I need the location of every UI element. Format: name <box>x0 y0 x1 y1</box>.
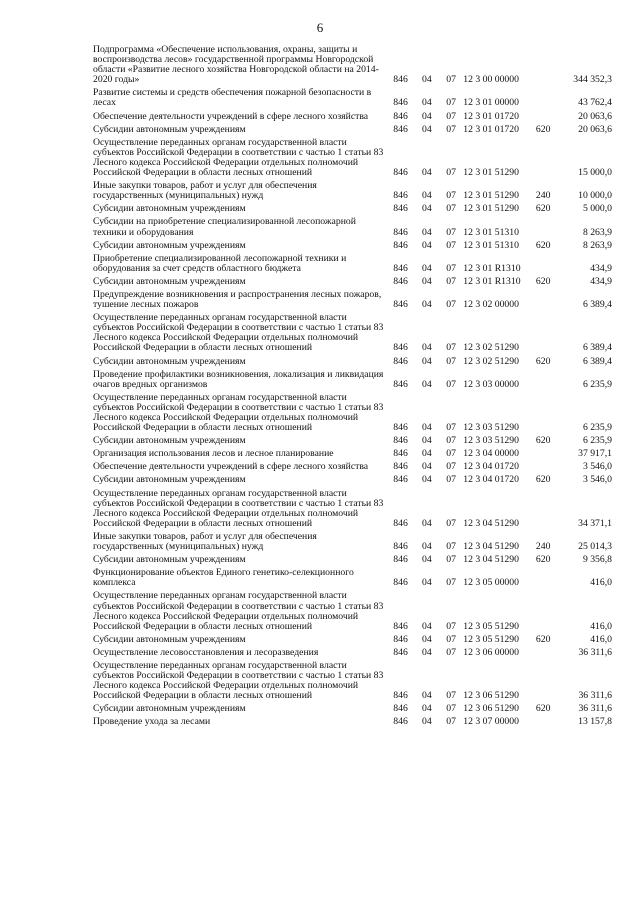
table-row <box>93 310 612 353</box>
row-name: Субсидии автономным учреждениям <box>93 435 246 447</box>
row-name: Субсидии автономным учреждениям <box>93 123 246 135</box>
row-expense-type <box>532 486 554 529</box>
row-name: Осуществление переданных органам государственной власти субъектов Российской Федерации в соответствии с частью 1 статьи 83 Лесного кодекса Российской Федерации отдельных полномочий Российской Федерации в области лесных отношений <box>93 487 384 529</box>
row-razdel: 04 <box>421 646 432 658</box>
row-expense-type <box>532 645 554 658</box>
table-row <box>93 214 612 237</box>
row-expense-type <box>532 214 554 237</box>
row-amount: 20 063,6 <box>578 110 612 122</box>
row-target-article: 12 3 02 51290 <box>463 342 519 354</box>
row-target-article: 12 3 04 51290 <box>463 541 519 553</box>
row-target-article: 12 3 03 51290 <box>463 435 519 447</box>
row-target-article: 12 3 01 R1310 <box>463 275 521 287</box>
page-number: 6 <box>316 20 324 35</box>
row-expense-type <box>532 85 554 108</box>
row-razdel: 04 <box>421 716 432 728</box>
row-glava: 846 <box>393 461 408 473</box>
row-name: Развитие системы и средств обеспечения пожарной безопасности в лесах <box>93 87 372 109</box>
row-podrazdel: 07 <box>446 342 456 354</box>
row-razdel: 04 <box>421 577 432 589</box>
table-row <box>93 658 612 701</box>
row-name: Предупреждение возникновения и распространения лесных пожаров, тушение лесных пожаров <box>93 288 382 311</box>
row-razdel: 04 <box>421 190 432 202</box>
row-amount: 3 546,0 <box>582 461 612 473</box>
row-razdel: 04 <box>421 541 432 553</box>
row-name: Проведение профилактики возникновения, локализация и ликвидация очагов вредных организмов <box>93 368 384 390</box>
row-razdel: 04 <box>421 448 432 460</box>
table-row <box>93 122 612 135</box>
row-target-article: 12 3 01 R1310 <box>463 262 521 274</box>
row-glava: 846 <box>393 577 408 589</box>
row-glava: 846 <box>393 633 408 645</box>
row-podrazdel: 07 <box>446 703 456 715</box>
row-expense-type: 240 <box>535 190 551 202</box>
row-razdel: 04 <box>421 690 432 702</box>
row-name: Субсидии автономным учреждениям <box>93 275 246 287</box>
row-expense-type <box>532 367 554 390</box>
row-amount: 6 235,9 <box>582 378 612 390</box>
row-target-article: 12 3 03 51290 <box>463 422 519 434</box>
row-glava: 846 <box>393 422 408 434</box>
row-expense-type <box>532 459 554 472</box>
row-podrazdel: 07 <box>446 299 456 311</box>
table-row <box>93 238 612 251</box>
row-podrazdel: 07 <box>446 448 456 460</box>
row-name: Субсидии автономным учреждениям <box>93 633 246 645</box>
row-podrazdel: 07 <box>446 620 456 632</box>
row-glava: 846 <box>393 74 408 86</box>
table-row <box>93 446 612 459</box>
row-glava: 846 <box>393 554 408 566</box>
row-target-article: 12 3 04 01720 <box>463 461 519 473</box>
row-podrazdel: 07 <box>446 262 456 274</box>
table-row <box>93 486 612 529</box>
row-razdel: 04 <box>421 74 432 86</box>
row-expense-type: 620 <box>535 554 551 566</box>
table-row <box>93 433 612 446</box>
row-razdel: 04 <box>421 342 432 354</box>
row-amount: 13 157,8 <box>578 716 612 728</box>
row-glava: 846 <box>393 239 408 251</box>
row-glava: 846 <box>393 646 408 658</box>
row-name: Осуществление переданных органам государственной власти субъектов Российской Федерации в соответствии с частью 1 статьи 83 Лесного кодекса Российской Федерации отдельных полномочий Российской Федерации в области лесных отношений <box>93 136 384 179</box>
row-target-article: 12 3 02 00000 <box>463 299 519 311</box>
row-expense-type <box>532 588 554 631</box>
row-podrazdel: 07 <box>446 517 456 529</box>
row-name: Обеспечение деятельности учреждений в сфере лесного хозяйства <box>93 110 369 122</box>
budget-table <box>93 42 612 728</box>
row-glava: 846 <box>393 97 408 109</box>
row-expense-type <box>532 287 554 310</box>
row-name: Субсидии автономным учреждениям <box>93 355 246 367</box>
row-name: Функционирование объектов Единого генетико-селекционного комплекса <box>93 567 354 589</box>
row-podrazdel: 07 <box>446 110 456 122</box>
row-glava: 846 <box>393 167 408 179</box>
table-row <box>93 645 612 658</box>
table-row <box>93 552 612 565</box>
row-expense-type: 620 <box>535 239 551 251</box>
row-glava: 846 <box>393 716 408 728</box>
row-name: Осуществление лесовосстановления и лесоразведения <box>93 646 319 658</box>
row-razdel: 04 <box>421 239 432 251</box>
row-amount: 43 762,4 <box>578 97 612 109</box>
row-target-article: 12 3 01 51290 <box>463 190 519 202</box>
row-expense-type: 620 <box>535 355 551 367</box>
row-amount: 25 014,3 <box>578 541 612 553</box>
row-target-article: 12 3 07 00000 <box>463 716 519 728</box>
row-target-article: 12 3 01 01720 <box>463 110 519 122</box>
row-target-article: 12 3 01 01720 <box>463 123 519 135</box>
row-razdel: 04 <box>421 97 432 109</box>
row-name: Субсидии автономным учреждениям <box>93 239 246 251</box>
table-row <box>93 109 612 122</box>
table-row <box>93 529 612 552</box>
row-name: Субсидии автономным учреждениям <box>93 474 246 486</box>
row-expense-type <box>532 42 554 85</box>
row-razdel: 04 <box>421 474 432 486</box>
row-glava: 846 <box>393 226 408 238</box>
table-row <box>93 354 612 367</box>
row-amount: 6 389,4 <box>582 355 612 367</box>
row-amount: 20 063,6 <box>578 123 612 135</box>
row-expense-type <box>532 109 554 122</box>
row-name: Субсидии автономным учреждениям <box>93 703 246 715</box>
row-razdel: 04 <box>421 703 432 715</box>
row-target-article: 12 3 05 51290 <box>463 620 519 632</box>
row-expense-type <box>532 565 554 588</box>
row-expense-type: 620 <box>535 474 551 486</box>
row-name: Осуществление переданных органам государственной власти субъектов Российской Федерации в соответствии с частью 1 статьи 83 Лесного кодекса Российской Федерации отдельных полномочий Российской Федерации в области лесных отношений <box>93 312 384 354</box>
row-expense-type: 620 <box>535 435 551 447</box>
row-glava: 846 <box>393 474 408 486</box>
row-amount: 6 389,4 <box>582 342 612 354</box>
row-razdel: 04 <box>421 633 432 645</box>
row-glava: 846 <box>393 435 408 447</box>
table-row <box>93 701 612 714</box>
row-amount: 8 263,9 <box>582 226 612 238</box>
row-name: Проведение ухода за лесами <box>93 716 211 728</box>
row-razdel: 04 <box>421 110 432 122</box>
row-glava: 846 <box>393 620 408 632</box>
row-podrazdel: 07 <box>446 74 456 86</box>
row-glava: 846 <box>393 190 408 202</box>
row-target-article: 12 3 06 51290 <box>463 690 519 702</box>
row-podrazdel: 07 <box>446 474 456 486</box>
row-razdel: 04 <box>421 435 432 447</box>
row-podrazdel: 07 <box>446 646 456 658</box>
row-podrazdel: 07 <box>446 378 456 390</box>
row-razdel: 04 <box>421 422 432 434</box>
row-razdel: 04 <box>421 167 432 179</box>
row-razdel: 04 <box>421 554 432 566</box>
row-amount: 10 000,0 <box>578 190 612 202</box>
row-target-article: 12 3 05 51290 <box>463 633 519 645</box>
row-glava: 846 <box>393 541 408 553</box>
row-podrazdel: 07 <box>446 203 456 215</box>
row-glava: 846 <box>393 299 408 311</box>
row-podrazdel: 07 <box>446 355 456 367</box>
row-name: Субсидии на приобретение специализированной лесопожарной техники и оборудования <box>93 216 356 238</box>
row-podrazdel: 07 <box>446 167 456 179</box>
row-amount: 434,9 <box>590 275 612 287</box>
row-target-article: 12 3 00 00000 <box>463 74 519 86</box>
row-target-article: 12 3 03 00000 <box>463 378 519 390</box>
table-row <box>93 274 612 287</box>
row-razdel: 04 <box>421 299 432 311</box>
row-name: Подпрограмма «Обеспечение использования, охраны, защиты и воспроизводства лесов» государственной программы Новгородской области «Развитие лесного хозяйства Новгородской области на 2014-2020 годы» <box>93 44 379 86</box>
row-razdel: 04 <box>421 355 432 367</box>
row-amount: 434,9 <box>590 262 612 274</box>
row-expense-type: 620 <box>535 275 551 287</box>
row-amount: 6 235,9 <box>582 422 612 434</box>
table-row <box>93 42 612 85</box>
row-podrazdel: 07 <box>446 190 456 202</box>
table-row <box>93 85 612 108</box>
row-target-article: 12 3 02 51290 <box>463 355 519 367</box>
row-name: Осуществление переданных органам государственной власти субъектов Российской Федерации в соответствии с частью 1 статьи 83 Лесного кодекса Российской Федерации отдельных полномочий Российской Федерации в области лесных отношений <box>93 659 384 702</box>
row-amount: 34 371,1 <box>578 517 612 529</box>
row-podrazdel: 07 <box>446 461 456 473</box>
row-razdel: 04 <box>421 378 432 390</box>
row-razdel: 04 <box>421 123 432 135</box>
row-glava: 846 <box>393 342 408 354</box>
row-target-article: 12 3 04 51290 <box>463 517 519 529</box>
row-expense-type <box>532 310 554 353</box>
table-row <box>93 390 612 433</box>
table-row <box>93 588 612 631</box>
row-podrazdel: 07 <box>446 690 456 702</box>
row-expense-type: 620 <box>535 703 551 715</box>
row-glava: 846 <box>393 123 408 135</box>
row-expense-type: 620 <box>535 633 551 645</box>
row-name: Организация использования лесов и лесное планирование <box>93 448 334 460</box>
row-razdel: 04 <box>421 461 432 473</box>
row-name: Иные закупки товаров, работ и услуг для обеспечения государственных (муниципальных) нужд <box>93 530 317 553</box>
row-target-article: 12 3 01 51290 <box>463 167 519 179</box>
row-glava: 846 <box>393 110 408 122</box>
row-podrazdel: 07 <box>446 435 456 447</box>
row-target-article: 12 3 04 51290 <box>463 554 519 566</box>
table-row <box>93 201 612 214</box>
row-glava: 846 <box>393 690 408 702</box>
row-name: Осуществление переданных органам государственной власти субъектов Российской Федерации в соответствии с частью 1 статьи 83 Лесного кодекса Российской Федерации отдельных полномочий Российской Федерации в области лесных отношений <box>93 391 384 434</box>
row-target-article: 12 3 06 00000 <box>463 646 519 658</box>
row-amount: 6 389,4 <box>582 299 612 311</box>
budget-table-body <box>93 42 612 728</box>
row-podrazdel: 07 <box>446 716 456 728</box>
row-glava: 846 <box>393 378 408 390</box>
row-razdel: 04 <box>421 262 432 274</box>
row-expense-type <box>532 658 554 701</box>
row-amount: 37 917,1 <box>578 448 612 460</box>
row-target-article: 12 3 01 51310 <box>463 239 519 251</box>
row-podrazdel: 07 <box>446 239 456 251</box>
row-amount: 5 000,0 <box>582 203 612 215</box>
row-amount: 15 000,0 <box>578 167 612 179</box>
row-razdel: 04 <box>421 203 432 215</box>
row-podrazdel: 07 <box>446 577 456 589</box>
row-razdel: 04 <box>421 275 432 287</box>
row-target-article: 12 3 04 00000 <box>463 448 519 460</box>
row-podrazdel: 07 <box>446 422 456 434</box>
table-row <box>93 287 612 310</box>
row-name: Обеспечение деятельности учреждений в сфере лесного хозяйства <box>93 461 369 473</box>
row-amount: 416,0 <box>590 633 612 645</box>
row-podrazdel: 07 <box>446 97 456 109</box>
table-row <box>93 714 612 727</box>
row-razdel: 04 <box>421 226 432 238</box>
row-name: Приобретение специализированной лесопожарной техники и оборудования за счет средств областного бюджета <box>93 252 347 274</box>
table-row <box>93 565 612 588</box>
row-glava: 846 <box>393 203 408 215</box>
row-name: Иные закупки товаров, работ и услуг для обеспечения государственных (муниципальных) нужд <box>93 180 317 202</box>
row-glava: 846 <box>393 355 408 367</box>
row-razdel: 04 <box>421 620 432 632</box>
row-glava: 846 <box>393 517 408 529</box>
row-glava: 846 <box>393 275 408 287</box>
row-glava: 846 <box>393 703 408 715</box>
row-amount: 9 356,8 <box>582 554 612 566</box>
row-target-article: 12 3 05 00000 <box>463 577 519 589</box>
row-expense-type <box>532 251 554 274</box>
table-row <box>93 178 612 201</box>
row-target-article: 12 3 01 51310 <box>463 226 519 238</box>
row-target-article: 12 3 01 51290 <box>463 203 519 215</box>
row-amount: 36 311,6 <box>578 690 612 702</box>
row-glava: 846 <box>393 448 408 460</box>
row-podrazdel: 07 <box>446 226 456 238</box>
row-podrazdel: 07 <box>446 123 456 135</box>
row-target-article: 12 3 04 01720 <box>463 474 519 486</box>
row-amount: 8 263,9 <box>582 239 612 251</box>
row-amount: 344 352,3 <box>573 74 612 86</box>
row-amount: 416,0 <box>590 620 612 632</box>
row-name: Осуществление переданных органам государственной власти субъектов Российской Федерации в соответствии с частью 1 статьи 83 Лесного кодекса Российской Федерации отдельных полномочий Российской Федерации в области лесных отношений <box>93 590 384 632</box>
row-amount: 36 311,6 <box>578 646 612 658</box>
table-row <box>93 472 612 485</box>
table-row <box>93 632 612 645</box>
row-name: Субсидии автономным учреждениям <box>93 203 246 215</box>
row-expense-type <box>532 714 554 727</box>
table-row <box>93 135 612 178</box>
row-name: Субсидии автономным учреждениям <box>93 554 246 566</box>
table-row <box>93 251 612 274</box>
row-expense-type: 620 <box>535 123 551 135</box>
row-expense-type <box>532 390 554 433</box>
table-row <box>93 367 612 390</box>
row-expense-type <box>532 446 554 459</box>
row-podrazdel: 07 <box>446 275 456 287</box>
row-expense-type: 620 <box>535 203 551 215</box>
table-row <box>93 459 612 472</box>
row-podrazdel: 07 <box>446 541 456 553</box>
row-amount: 3 546,0 <box>582 474 612 486</box>
row-podrazdel: 07 <box>446 633 456 645</box>
row-amount: 416,0 <box>590 577 612 589</box>
row-amount: 6 235,9 <box>582 435 612 447</box>
row-expense-type <box>532 135 554 178</box>
row-amount: 36 311,6 <box>578 703 612 715</box>
row-target-article: 12 3 06 51290 <box>463 703 519 715</box>
row-glava: 846 <box>393 262 408 274</box>
row-target-article: 12 3 01 00000 <box>463 97 519 109</box>
row-razdel: 04 <box>421 517 432 529</box>
row-expense-type: 240 <box>535 541 551 553</box>
row-podrazdel: 07 <box>446 554 456 566</box>
